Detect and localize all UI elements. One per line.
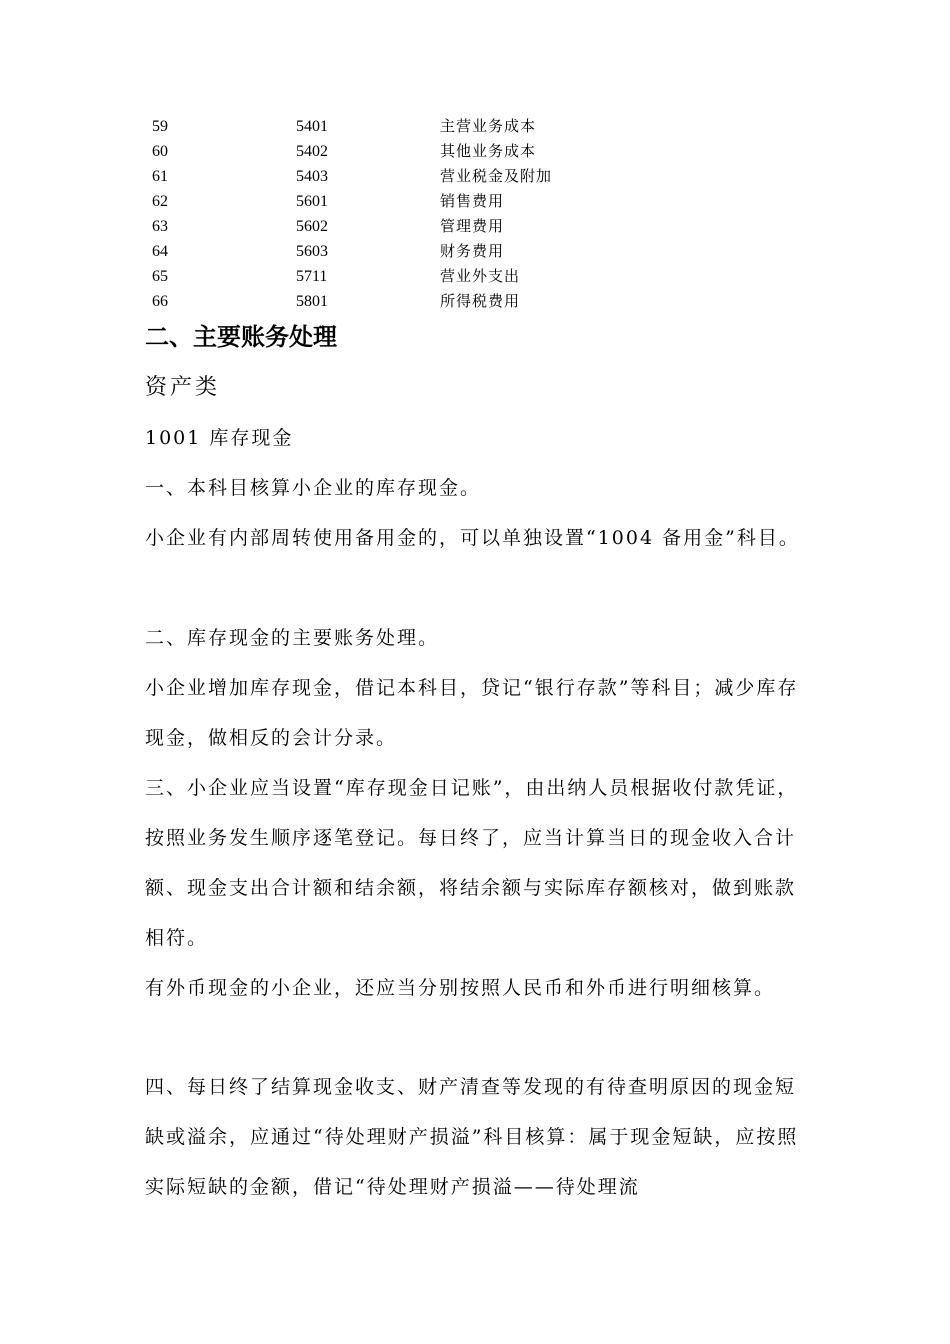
account-name: 管理费用 [440, 217, 505, 235]
account-code: 5601 [296, 193, 328, 210]
paragraph: 小企业增加库存现金，借记本科目，贷记“银行存款”等科目；减少库存现金，做相反的会计分录。 [145, 677, 799, 749]
account-name: 营业税金及附加 [440, 167, 553, 185]
account-name: 销售费用 [440, 192, 505, 210]
account-number: 62 [152, 193, 168, 210]
account-name: 所得税费用 [440, 292, 521, 310]
account-name: 营业外支出 [440, 267, 521, 285]
account-number: 61 [152, 168, 168, 185]
account-code: 5603 [296, 243, 328, 260]
category-title: 资产类 [145, 375, 221, 400]
account-name: 主营业务成本 [440, 117, 537, 135]
account-code: 5403 [296, 168, 328, 185]
paragraph: 有外币现金的小企业，还应当分别按照人民币和外币进行明细核算。 [145, 977, 776, 999]
account-name: 其他业务成本 [440, 142, 537, 160]
paragraph: 二、库存现金的主要账务处理。 [145, 627, 440, 649]
account-number: 63 [152, 218, 168, 235]
section-heading: 二、主要账务处理 [145, 322, 337, 351]
account-code: 5602 [296, 218, 328, 235]
account-number: 59 [152, 118, 168, 135]
account-number: 66 [152, 293, 168, 310]
account-code: 5402 [296, 143, 328, 160]
account-code: 5711 [296, 268, 328, 285]
subject-title: 1001 库存现金 [145, 427, 294, 449]
account-code: 5801 [296, 293, 328, 310]
paragraph: 四、每日终了结算现金收支、财产清查等发现的有待查明原因的现金短缺或溢余，应通过“待处理财产损溢”科目核算：属于现金短缺，应按照实际短缺的金额，借记“待处理财产损溢——待处理流 [145, 1076, 799, 1198]
paragraph: 小企业有内部周转使用备用金的，可以单独设置“1004 备用金”科目。 [145, 527, 800, 549]
account-number: 64 [152, 243, 168, 260]
account-name: 财务费用 [440, 242, 505, 260]
account-number: 65 [152, 268, 168, 285]
paragraph: 一、本科目核算小企业的库存现金。 [145, 477, 482, 499]
account-number: 60 [152, 143, 168, 160]
account-code: 5401 [296, 118, 328, 135]
paragraph: 三、小企业应当设置“库存现金日记账”，由出纳人员根据收付款凭证，按照业务发生顺序逐笔登记。每日终了，应当计算当日的现金收入合计额、现金支出合计额和结余额，将结余额与实际库存额核对，做到账款相符。 [145, 777, 799, 949]
